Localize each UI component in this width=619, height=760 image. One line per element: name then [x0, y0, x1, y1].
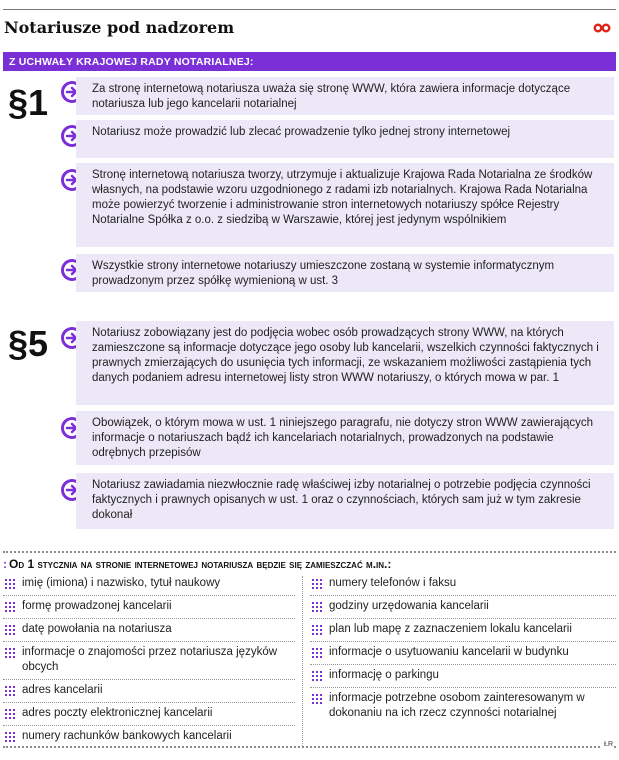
list-item-text: informację o parkingu	[329, 669, 439, 681]
list-item	[3, 680, 295, 703]
grid-dots-icon	[312, 694, 322, 704]
grid-dots-icon	[312, 602, 322, 612]
list-item-text: datę powołania na notariusza	[22, 623, 172, 635]
list-item	[3, 596, 295, 619]
list-item-text: informacje o znajomości przez notariusza języków obcych	[22, 646, 278, 673]
grid-dots-icon	[5, 732, 15, 742]
list-item: Za stronę internetową notariusza uważa się stronę WWW, która zawiera informacje dotyczące notariusza lub jego kancelarii notarialnej	[76, 77, 614, 115]
grid-dots-icon	[5, 648, 15, 658]
list-item	[310, 573, 616, 596]
list-item	[310, 596, 616, 619]
list-item	[3, 703, 295, 726]
paragraph-mark-5: §5	[8, 323, 49, 364]
list-item	[3, 619, 295, 642]
grid-dots-icon	[312, 671, 322, 681]
grid-dots-icon	[5, 579, 15, 589]
top-rule	[3, 9, 616, 10]
grid-dots-icon	[312, 648, 322, 658]
list-heading	[3, 557, 391, 571]
grid-dots-icon	[5, 625, 15, 635]
grid-dots-icon	[5, 709, 15, 719]
list-item: Notariusz może prowadzić lub zlecać prowadzenie tylko jednej strony internetowej	[76, 120, 614, 158]
list-item-text: adres poczty elektronicznej kancelarii	[22, 707, 213, 719]
list-item: Obowiązek, o którym mowa w ust. 1 niniejszego paragrafu, nie dotyczy stron WWW zawierających informacje o notariuszach bądź ich kancelariach notarialnych, prowadzonych na podstawie odrębnych przepisów	[76, 411, 614, 465]
list-item-text: informacje potrzebne osobom zainteresowanym w dokonaniu na ich rzecz czynności notarialnej	[329, 692, 585, 719]
grid-dots-icon	[312, 579, 322, 589]
list-item	[310, 688, 616, 725]
list-item: Notariusz zobowiązany jest do podjęcia wobec osób prowadzących strony WWW, na których zamieszczone są informacje dotyczące jego osoby lub kancelarii, wszelkich czynności faktycznych i prawnych zmierzających do usunięcia tych informacji, ze wskazaniem możliwości zastąpienia tych danych podaniem adresu internetowej listy stron WWW notariuszy, o których mowa w par. 1	[76, 321, 614, 405]
list-item-text: numery telefonów i faksu	[329, 577, 457, 589]
list-item: Notariusz zawiadamia niezwłocznie radę właściwej izby notarialnej o potrzebie podjęcia czynności faktycznych i prawnych opisanych w ust. 1 oraz o czynnościach, których sam już w tym zakresie dokonał	[76, 473, 614, 529]
list-item-text: formę prowadzonej kancelarii	[22, 600, 172, 612]
grid-dots-icon	[312, 625, 322, 635]
list-item	[3, 726, 295, 748]
section-banner: Z UCHWAŁY KRAJOWEJ RADY NOTARIALNEJ:	[3, 52, 616, 71]
grid-dots-icon	[5, 686, 15, 696]
list-item	[310, 665, 616, 688]
list-item-text: informacje o usytuowaniu kancelarii w budynku	[329, 646, 569, 658]
list-item-text: plan lub mapę z zaznaczeniem lokalu kancelarii	[329, 623, 572, 635]
list-item	[3, 573, 295, 596]
page-title: Notariusze pod nadzorem	[4, 18, 235, 37]
logo-icon	[593, 22, 611, 34]
list-item-text: imię (imiona) i nazwisko, tytuł naukowy	[22, 577, 221, 589]
list-item-text: numery rachunków bankowych kancelarii	[22, 730, 232, 742]
list-heading-text: Od 1 stycznia na stronie internetowej notariusza będzie się zamieszczać m.in.:	[9, 557, 392, 571]
list-item: Stronę internetową notariusza tworzy, utrzymuje i aktualizuje Krajowa Rada Notarialna ze środków własnych, na podstawie wzoru uzgodnionego z radami izb notarialnych. Krajowa Rada Notarialna może powierzyć tworzenie i administrowanie stron internetowych notariuszy spółce Rejestry Notarialne Spółka z o.o. z siedzibą w Warszawie, której jest jedynym wspólnikiem	[76, 163, 614, 247]
list-item	[310, 619, 616, 642]
info-list-left	[3, 573, 295, 748]
paragraph-mark-1: §1	[8, 82, 49, 123]
list-item-text: adres kancelarii	[22, 684, 103, 696]
list-item	[310, 642, 616, 665]
section-divider	[3, 551, 616, 553]
list-item	[3, 642, 295, 680]
info-list-right	[310, 573, 616, 725]
grid-dots-icon	[5, 602, 15, 612]
bottom-rule	[3, 746, 616, 748]
author-credit: ŁR	[604, 741, 613, 748]
list-item-text: godziny urzędowania kancelarii	[329, 600, 489, 612]
list-item: Wszystkie strony internetowe notariuszy umieszczone zostaną w systemie informatycznym prowadzonym przez spółkę wymienioną w ust. 3	[76, 254, 614, 292]
list-heading-dots: :	[3, 557, 7, 571]
column-divider	[302, 576, 303, 746]
